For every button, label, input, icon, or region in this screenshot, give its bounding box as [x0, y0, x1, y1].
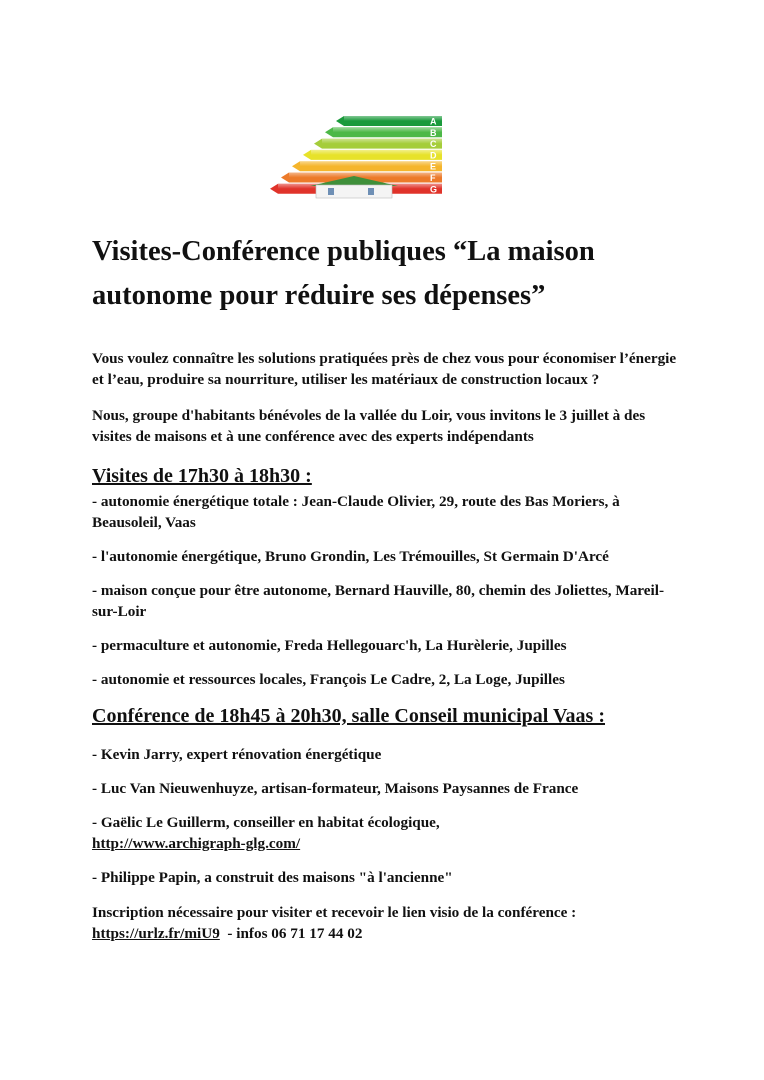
speaker-item: - Kevin Jarry, expert rénovation énergétique [92, 746, 382, 763]
intro-paragraph: Nous, groupe d'habitants bénévoles de la vallée du Loir, vous invitons le 3 juillet à des visites de maisons et à une conférence avec des experts indépendants [92, 407, 646, 445]
speaker-text: - Gaëlic Le Guillerm, conseiller en habitat écologique, [92, 814, 440, 831]
energy-letter-e: E [430, 161, 437, 172]
energy-bar-shine [311, 150, 442, 155]
energy-bar-shine [322, 139, 442, 144]
energy-letter-b: B [430, 127, 437, 138]
energy-rating-icon [266, 112, 448, 200]
energy-letter-c: C [430, 139, 437, 150]
visit-item: - l'autonomie énergétique, Bruno Grondin, Les Trémouilles, St Germain D'Arcé [92, 548, 609, 565]
speaker-item: - Luc Van Nieuwenhuyze, artisan-formateur, Maisons Paysannes de France [92, 780, 579, 797]
energy-bar-shine [300, 161, 442, 166]
conference-heading: Conférence de 18h45 à 20h30, salle Conseil municipal Vaas : [92, 705, 605, 727]
energy-letter-a: A [430, 116, 437, 127]
visit-item: - autonomie énergétique totale : Jean-Claude Olivier, 29, route des Bas Moriers, à Beausoleil, Vaas [92, 493, 620, 531]
energy-letter-d: D [430, 150, 437, 161]
visit-item: - maison conçue pour être autonome, Bernard Hauville, 80, chemin des Joliettes, Mareil-sur-Loir [92, 582, 664, 620]
speaker-item-guillerm [92, 812, 682, 854]
energy-letter-g: G [430, 184, 438, 195]
page-title: Visites-Conférence publiques “La maison autonome pour réduire ses dépenses” [92, 236, 595, 311]
registration-link[interactable]: https://urlz.fr/miU9 [92, 925, 220, 942]
visit-item: - autonomie et ressources locales, François Le Cadre, 2, La Loge, Jupilles [92, 671, 565, 688]
energy-bar-shine [333, 127, 442, 132]
speaker-item: - Philippe Papin, a construit des maisons "à l'ancienne" [92, 869, 453, 886]
archigraph-link[interactable]: http://www.archigraph-glg.com/ [92, 835, 301, 852]
visits-heading: Visites de 17h30 à 18h30 : [92, 465, 312, 487]
energy-bar-shine [344, 116, 442, 121]
inscription-text: Inscription nécessaire pour visiter et recevoir le lien visio de la conférence : [92, 904, 577, 921]
energy-bar-shine [289, 173, 442, 178]
phone-info: - infos 06 71 17 44 02 [219, 925, 363, 942]
inscription-paragraph [92, 902, 682, 944]
document-body [92, 230, 682, 944]
intro-paragraph: Vous voulez connaître les solutions pratiquées près de chez vous pour économiser l’énergie et l’eau, produire sa nourriture, utiliser les matériaux de construction locaux ? [92, 350, 677, 388]
visit-item: - permaculture et autonomie, Freda Hellegouarc'h, La Hurèlerie, Jupilles [92, 637, 567, 654]
energy-letter-f: F [430, 173, 436, 183]
